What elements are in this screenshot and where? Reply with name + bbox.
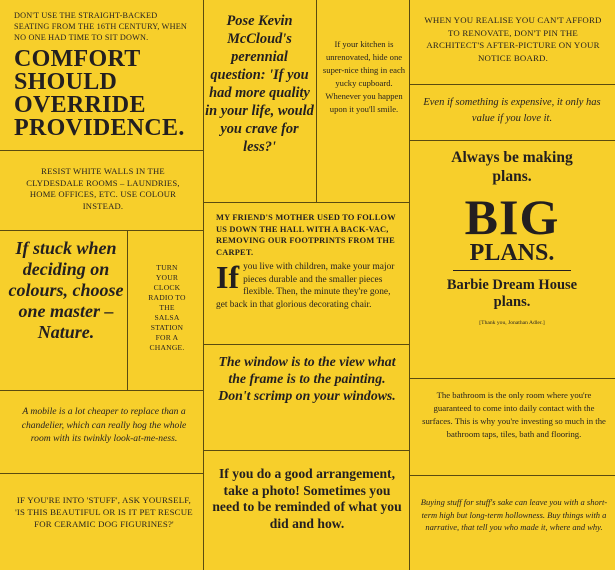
colours-tip: If stuck when deciding on colours, choose one master – Nature. [8, 238, 124, 342]
expensive-tip: Even if something is expensive, it only has value if you love it. [423, 97, 601, 124]
plans-lead: Always be making plans. [451, 149, 573, 185]
divider [203, 202, 409, 203]
divider [127, 230, 128, 390]
radio-tip: TURN YOUR CLOCK RADIO TO THE SALSA STATION FOR A CHANGE. [148, 263, 186, 352]
plans-word: PLANS. [469, 240, 555, 266]
mobile-tip: A mobile is a lot cheaper to replace than a chandelier, which can really hog the whole room with its twinkly look-at-me-ness. [21, 406, 187, 444]
divider [203, 344, 409, 345]
stuff-question-tip: IF YOU'RE INTO 'STUFF', ASK YOURSELF, 'IS THIS BEAUTIFUL OR IS IT PET RESCUE FOR CERAMIC DOG FIGURINES?' [15, 495, 193, 529]
divider [0, 230, 203, 231]
divider [0, 473, 203, 474]
divider [409, 140, 615, 141]
mother-dropcap: If [216, 259, 240, 295]
mother-body: you live with children, make your major pieces durable and the smaller pieces flexible. Then, the minute they're gone, get back in that glorious decorating chair. [216, 262, 395, 310]
mother-heading: MY FRIEND'S MOTHER USED TO FOLLOW US DOWN THE HALL WITH A BACK-VAC, REMOVING OUR FOOTPRINTS FROM THE CARPET. [216, 213, 396, 257]
plans-big: BIG [464, 189, 560, 245]
mother-body-wrap [216, 261, 398, 311]
window-tip: The window is to the view what the frame is to the painting. Don't scrimp on your windows. [218, 354, 396, 403]
stuff-sake-tip: Buying stuff for stuff's sake can leave you with a short-term high but long-term hollowness. Buy things with a narrative, that tell you who made it, where and why. [420, 497, 608, 532]
comfort-tip [14, 10, 194, 146]
white-walls-tip: RESIST WHITE WALLS IN THE CLYDESDALE ROOMS – LAUNDRIES, HOME OFFICES, ETC. USE COLOUR INSTEAD. [26, 166, 180, 211]
comfort-kicker: DON'T USE THE STRAIGHT-BACKED SEATING FROM THE 16TH CENTURY, WHEN NO ONE HAD TIME TO SIT DOWN. [14, 11, 188, 42]
plans-credit: [Thank you, Jonathan Adler.] [479, 320, 545, 326]
architect-tip: WHEN YOU REALISE YOU CAN'T AFFORD TO RENOVATE, DON'T PIN THE ARCHITECT'S AFTER-PICTURE ON YOUR NOTICE BOARD. [424, 15, 602, 63]
divider [409, 378, 615, 379]
mother-tip [216, 212, 398, 340]
mccloud-tip: Pose Kevin McCloud's perennial question: 'If you had more quality in your life, would you crave for less?' [205, 13, 314, 155]
kitchen-tip: If your kitchen is unrenovated, hide one super-nice thing in each yucky cupboard. Whenever you happen upon it you'll smile. [322, 39, 406, 114]
arrangement-tip: If you do a good arrangement, take a photo! Sometimes you need to be reminded of what you did and how. [212, 466, 402, 531]
divider [409, 84, 615, 85]
plans-barbie: Barbie Dream House plans. [446, 277, 578, 310]
bathroom-tip: The bathroom is the only room where you're guaranteed to come into daily contact with the surfaces. This is why you're investing so much in the bathroom taps, tiles, bath and flooring. [422, 390, 606, 439]
divider [203, 450, 409, 451]
plans-tip [418, 148, 606, 372]
divider [0, 390, 203, 391]
divider [409, 475, 615, 476]
comfort-headline: COMFORT SHOULD OVERRIDE PROVIDENCE. [14, 46, 185, 141]
divider [0, 150, 203, 151]
plans-rule [453, 270, 571, 271]
divider [316, 0, 317, 202]
divider [203, 0, 204, 570]
divider [409, 0, 410, 570]
